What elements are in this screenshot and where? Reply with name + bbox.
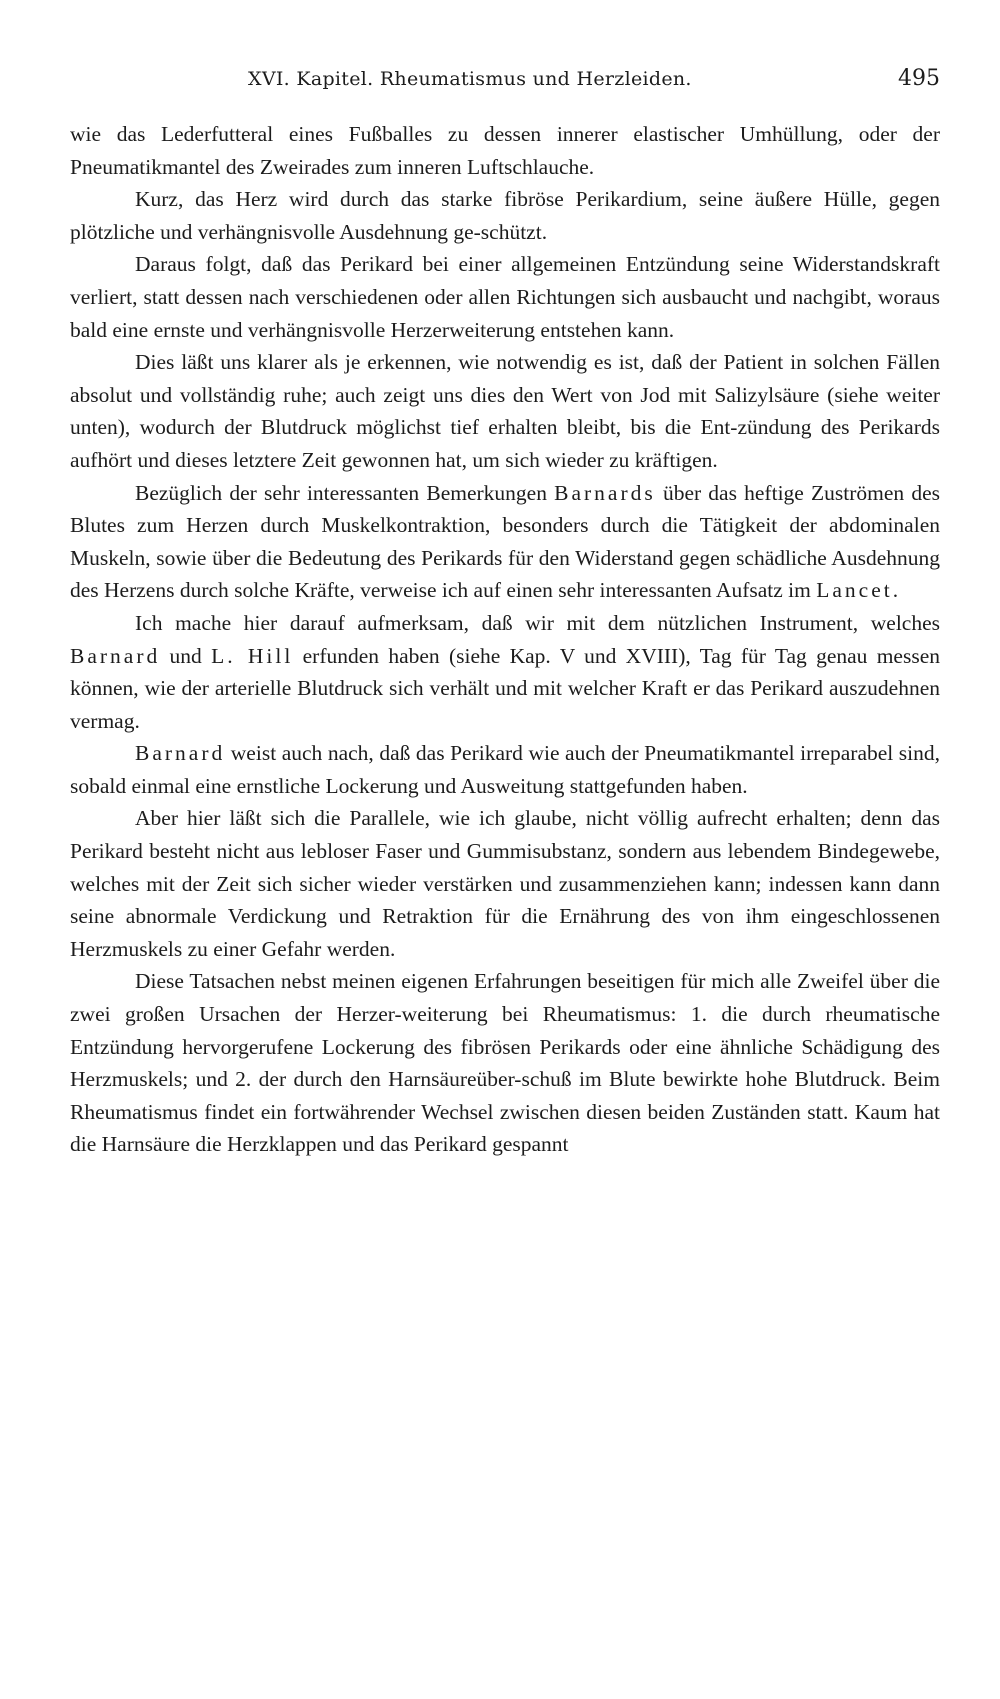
paragraph-7 xyxy=(70,737,940,802)
paragraph-5 xyxy=(70,477,940,607)
paragraph-6-text-c: erfunden haben (siehe Kap. V und XVIII), Tag für Tag genau messen können, wie der arterielle Blutdruck sich verhält und mit welcher Kraft er das Perikard auszudehnen vermag. xyxy=(70,643,940,733)
paragraph-6-text-a: Ich mache hier darauf aufmerksam, daß wir mit dem nützlichen Instrument, welches xyxy=(135,610,940,635)
paragraph-5-text-a: Bezüglich der sehr interessanten Bemerkungen xyxy=(135,480,555,505)
body-text xyxy=(70,118,940,1161)
running-head xyxy=(70,62,940,102)
paragraph-5-text-b: über das heftige Zuströmen des Blutes zum Herzen durch Muskelkontraktion, besonders durch die Tätigkeit der abdominalen Muskeln, sowie über die Bedeutung des Perikards für den Widerstand gegen schädliche Ausdehnung des Herzens durch solche Kräfte, verweise ich auf einen sehr interessanten Aufsatz im xyxy=(70,480,940,603)
paragraph-9: Diese Tatsachen nebst meinen eigenen Erfahrungen beseitigen für mich alle Zweifel über die zwei großen Ursachen der Herzer-weiterung bei Rheumatismus: 1. die durch rheumatische Entzündung hervorgerufene Lockerung des fibrösen Perikards oder eine ähnliche Schädigung des Herzmuskels; und 2. der durch den Harnsäureüber-schuß im Blute bewirkte hohe Blutdruck. Beim Rheumatismus findet ein fortwährender Wechsel zwischen diesen beiden Zuständen statt. Kaum hat die Harnsäure die Herzklappen und das Perikard gespannt xyxy=(70,969,940,1157)
author-name-hill: L. Hill xyxy=(211,643,294,668)
paragraph-5-text-c: . xyxy=(892,578,899,603)
author-name-barnards: Barnards xyxy=(554,480,656,505)
author-name-barnard: Barnard xyxy=(70,643,161,668)
paragraph-4: Dies läßt uns klarer als je erkennen, wie notwendig es ist, daß der Patient in solchen Fällen absolut und vollständig ruhe; auch zeigt uns dies den Wert von Jod mit Salizylsäure (siehe weiter unten), wodurch der Blutdruck möglichst tief erhalten bleibt, bis die Ent-zündung des Perikards aufhört und dieses letztere Zeit gewonnen hat, um sich wieder zu kräftigen. xyxy=(70,350,940,472)
paragraph-7-text: weist auch nach, daß das Perikard wie auch der Pneumatikmantel irreparabel sind, sobald einmal eine ernstliche Lockerung und Ausweitung stattgefunden haben. xyxy=(70,741,940,798)
author-name-barnard: Barnard xyxy=(135,741,226,766)
running-title: XVI. Kapitel. Rheumatismus und Herzleiden. xyxy=(248,68,692,90)
paragraph-6 xyxy=(70,607,940,737)
paragraph-1: wie das Lederfutteral eines Fußballes zu dessen innerer elastischer Umhüllung, oder der Pneumatikmantel des Zweirades zum inneren Luftschlauche. xyxy=(70,122,940,179)
paragraph-2: Kurz, das Herz wird durch das starke fibröse Perikardium, seine äußere Hülle, gegen plötzliche und verhängnisvolle Ausdehnung ge-schützt. xyxy=(70,187,940,244)
page-number: 495 xyxy=(898,66,940,91)
journal-name-lancet: Lancet xyxy=(816,578,893,603)
paragraph-6-text-b: und xyxy=(160,643,212,668)
paragraph-3: Daraus folgt, daß das Perikard bei einer allgemeinen Entzündung seine Widerstandskraft verliert, statt dessen nach verschiedenen oder allen Richtungen sich ausbaucht und nachgibt, woraus bald eine ernste und verhängnisvolle Herzerweiterung entstehen kann. xyxy=(70,252,940,342)
paragraph-8: Aber hier läßt sich die Parallele, wie ich glaube, nicht völlig aufrecht erhalten; denn das Perikard besteht nicht aus lebloser Faser und Gummisubstanz, sondern aus lebendem Bindegewebe, welches mit der Zeit sich sicher wieder verstärken und zusammenziehen kann; indessen kann dann seine abnormale Verdickung und Retraktion für die Ernährung des von ihm eingeschlossenen Herzmuskels zu einer Gefahr werden. xyxy=(70,806,940,961)
